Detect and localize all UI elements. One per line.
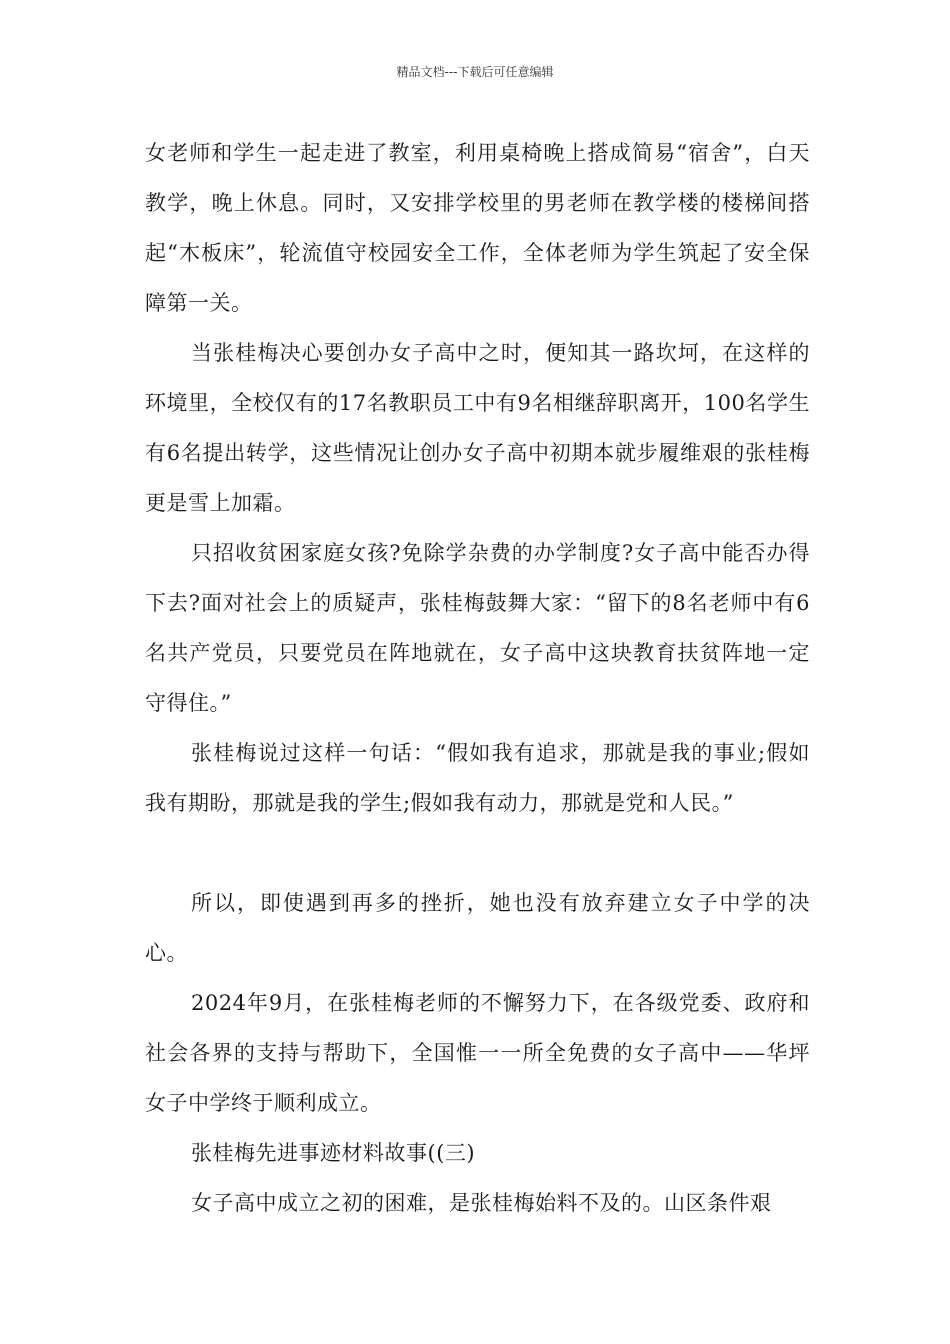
paragraph-6: 2024年9月，在张桂梅老师的不懈努力下，在各级党委、政府和社会各界的支持与帮助下，全国惟一一所全免费的女子高中——华坪女子中学终于顺利成立。 (145, 991, 810, 1115)
paragraph-1: 女老师和学生一起走进了教室，利用桌椅晚上搭成简易“宿舍”，白天教学，晚上休息。同时，又安排学校里的男老师在教学楼的楼梯间搭起“木板床”，轮流值守校园安全工作，全体老师为学生筑起了安全保障第一关。 (145, 141, 810, 315)
page-header: 精品文档---下载后可任意编辑 (396, 65, 554, 79)
document-body (145, 128, 810, 1228)
paragraph-3: 只招收贫困家庭女孩?免除学杂费的办学制度?女子高中能否办得下去?面对社会上的质疑声，张桂梅鼓舞大家：“留下的8名老师中有6名共产党员，只要党员在阵地就在，女子高中这块教育扶贫阵地一定守得住。” (145, 541, 810, 715)
paragraph-5: 所以，即使遇到再多的挫折，她也没有放弃建立女子中学的决心。 (145, 891, 810, 965)
section-heading: 张桂梅先进事迹材料故事((三) (191, 1141, 476, 1165)
paragraph-spacer (145, 828, 810, 878)
paragraph-2: 当张桂梅决心要创办女子高中之时，便知其一路坎坷，在这样的环境里，全校仅有的17名教职员工中有9名相继辞职离开，100名学生有6名提出转学，这些情况让创办女子高中初期本就步履维艰的张桂梅更是雪上加霜。 (145, 341, 810, 515)
paragraph-4: 张桂梅说过这样一句话：“假如我有追求，那就是我的事业;假如我有期盼，那就是我的学生;假如我有动力，那就是党和人民。” (145, 741, 810, 815)
paragraph-7: 女子高中成立之初的困难，是张桂梅始料不及的。山区条件艰 (191, 1191, 772, 1215)
